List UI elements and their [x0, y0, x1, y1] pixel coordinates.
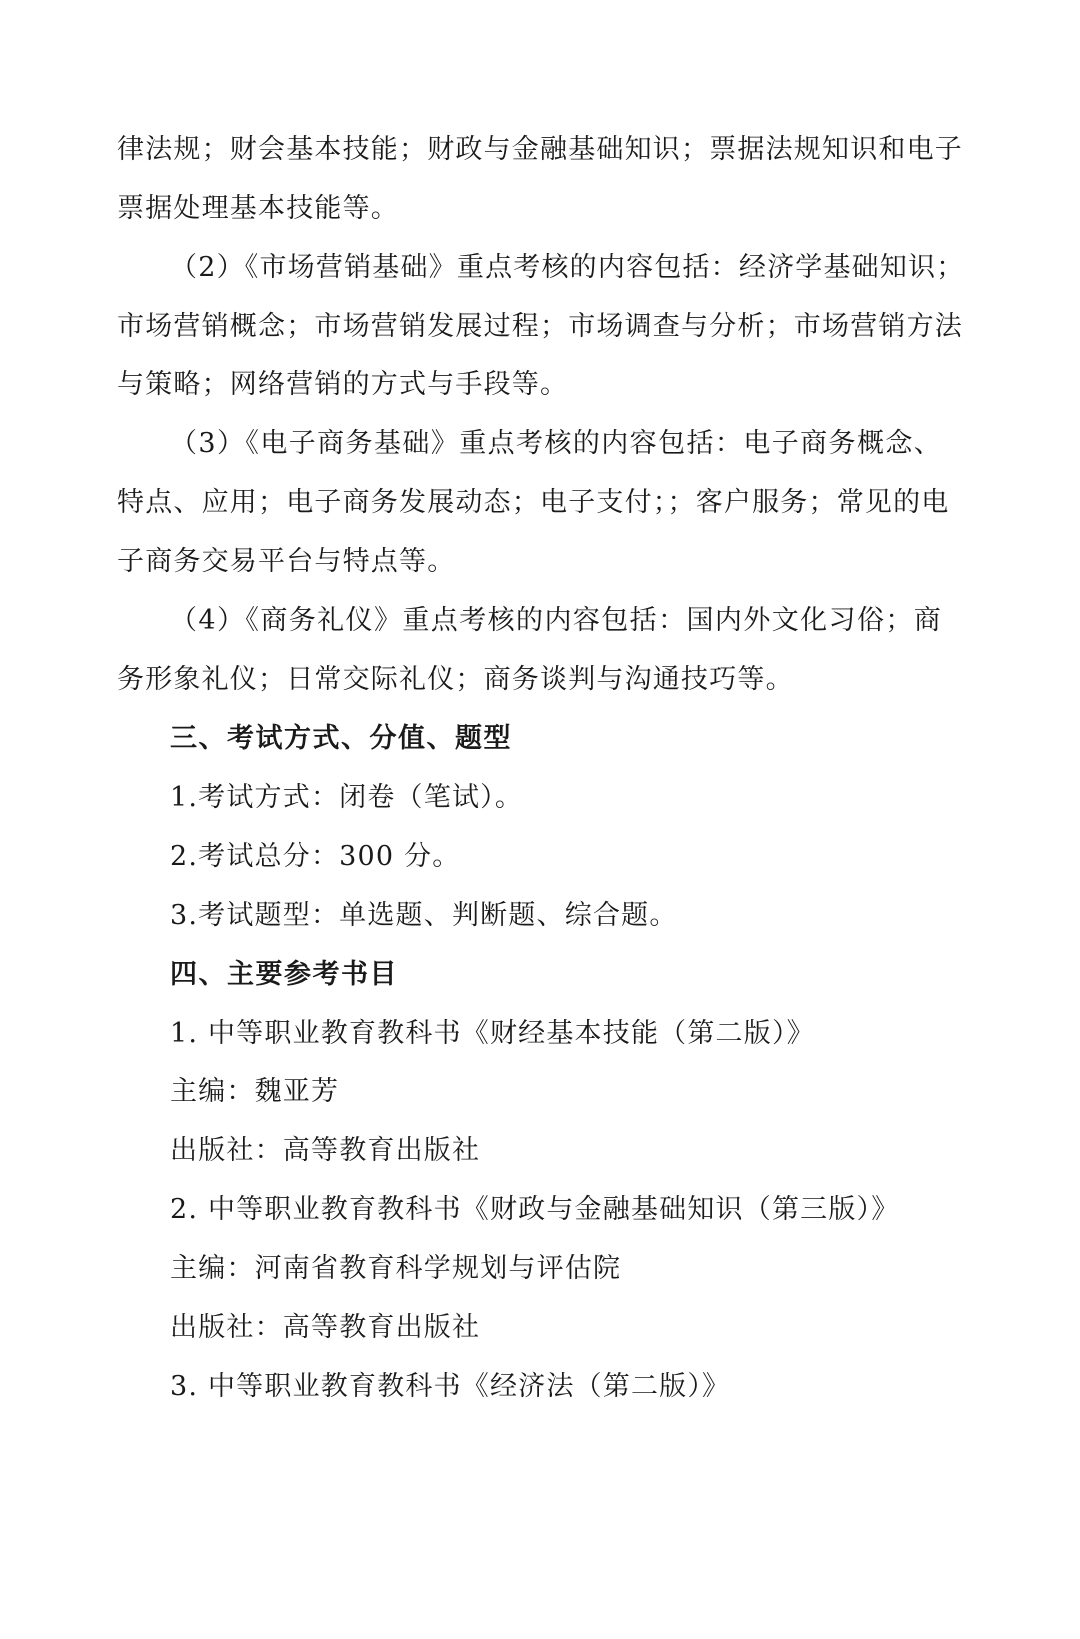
- exam-score: 2.考试总分：300 分。: [170, 841, 461, 872]
- paragraph-line: 与策略；网络营销的方式与手段等。: [117, 369, 569, 400]
- paragraph-line: （2）《市场营销基础》重点考核的内容包括：经济学基础知识；: [170, 252, 965, 283]
- paragraph-line: 特点、应用；电子商务发展动态；电子支付；；客户服务；常见的电: [117, 487, 950, 518]
- paragraph-line: 务形象礼仪；日常交际礼仪；商务谈判与沟通技巧等。: [117, 664, 794, 695]
- paragraph-line: （3）《电子商务基础》重点考核的内容包括：电子商务概念、: [170, 428, 942, 459]
- exam-method: 1.考试方式：闭卷（笔试）。: [170, 782, 524, 813]
- book-title: 3. 中等职业教育教科书《经济法（第二版）》: [170, 1371, 731, 1402]
- paragraph-line: 律法规；财会基本技能；财政与金融基础知识；票据法规知识和电子: [117, 134, 963, 165]
- paragraph-line: 市场营销概念；市场营销发展过程；市场调查与分析；市场营销方法: [117, 311, 963, 342]
- book-editor: 主编：河南省教育科学规划与评估院: [170, 1253, 622, 1284]
- section-heading: 四、主要参考书目: [170, 959, 398, 990]
- paragraph-line: （4）《商务礼仪》重点考核的内容包括：国内外文化习俗；商: [170, 605, 942, 636]
- book-publisher: 出版社：高等教育出版社: [170, 1135, 481, 1166]
- exam-question-types: 3.考试题型：单选题、判断题、综合题。: [170, 900, 678, 931]
- book-publisher: 出版社：高等教育出版社: [170, 1312, 481, 1343]
- paragraph-line: 子商务交易平台与特点等。: [117, 546, 456, 577]
- book-title: 2. 中等职业教育教科书《财政与金融基础知识（第三版）》: [170, 1194, 900, 1225]
- book-editor: 主编：魏亚芳: [170, 1076, 340, 1107]
- book-title: 1. 中等职业教育教科书《财经基本技能（第二版）》: [170, 1018, 815, 1049]
- paragraph-line: 票据处理基本技能等。: [117, 193, 399, 224]
- section-heading: 三、考试方式、分值、题型: [170, 723, 512, 754]
